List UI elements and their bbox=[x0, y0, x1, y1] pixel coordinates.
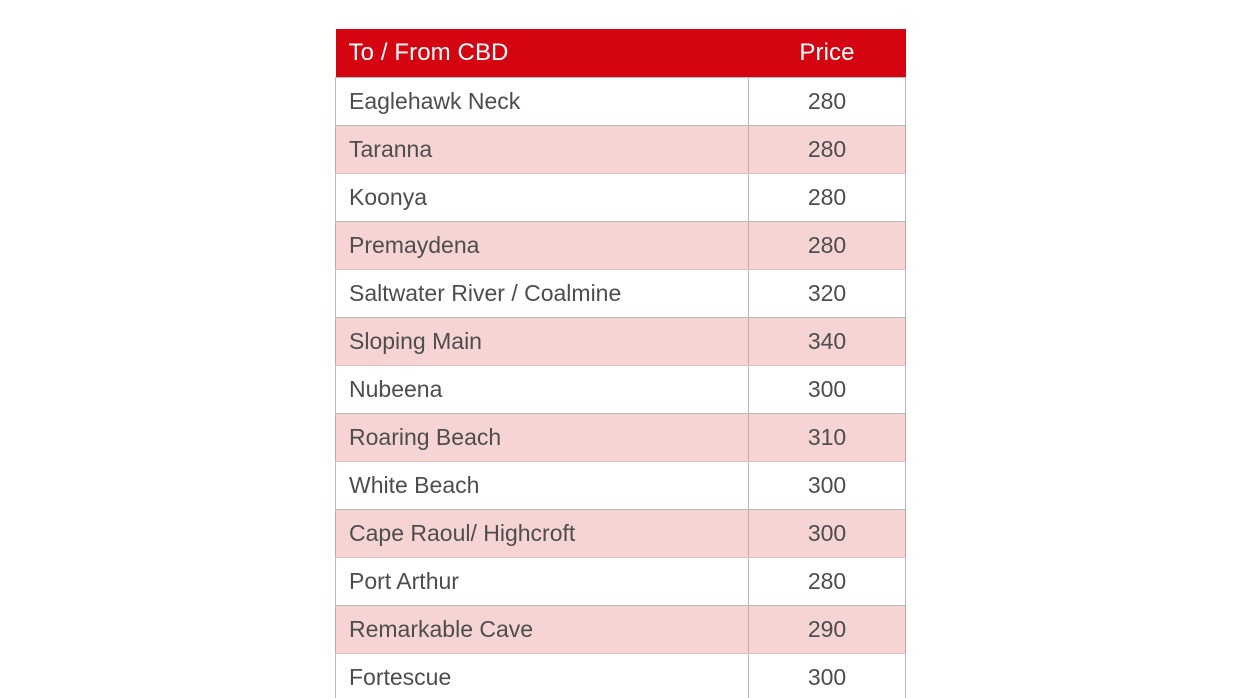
table-row bbox=[336, 222, 906, 270]
cell-destination: Taranna bbox=[336, 126, 749, 174]
price-table-container bbox=[335, 29, 905, 698]
cell-price: 280 bbox=[749, 558, 906, 606]
cell-destination: Koonya bbox=[336, 174, 749, 222]
table-row bbox=[336, 366, 906, 414]
table-header-row bbox=[336, 29, 906, 78]
table-row bbox=[336, 318, 906, 366]
cell-destination: Cape Raoul/ Highcroft bbox=[336, 510, 749, 558]
price-table bbox=[335, 29, 906, 698]
cell-price: 300 bbox=[749, 654, 906, 698]
cell-destination: Fortescue bbox=[336, 654, 749, 698]
cell-price: 300 bbox=[749, 510, 906, 558]
cell-destination: Premaydena bbox=[336, 222, 749, 270]
table-body bbox=[336, 78, 906, 698]
table-row bbox=[336, 270, 906, 318]
column-header-destination: To / From CBD bbox=[336, 29, 749, 78]
cell-destination: Sloping Main bbox=[336, 318, 749, 366]
cell-price: 280 bbox=[749, 174, 906, 222]
table-row bbox=[336, 414, 906, 462]
cell-price: 300 bbox=[749, 366, 906, 414]
cell-destination: Roaring Beach bbox=[336, 414, 749, 462]
table-row bbox=[336, 462, 906, 510]
cell-price: 310 bbox=[749, 414, 906, 462]
cell-destination: Eaglehawk Neck bbox=[336, 78, 749, 126]
table-row bbox=[336, 510, 906, 558]
cell-destination: White Beach bbox=[336, 462, 749, 510]
cell-destination: Nubeena bbox=[336, 366, 749, 414]
cell-price: 280 bbox=[749, 78, 906, 126]
column-header-price: Price bbox=[749, 29, 906, 78]
cell-destination: Remarkable Cave bbox=[336, 606, 749, 654]
cell-price: 290 bbox=[749, 606, 906, 654]
table-row bbox=[336, 78, 906, 126]
cell-price: 320 bbox=[749, 270, 906, 318]
table-row bbox=[336, 654, 906, 698]
table-row bbox=[336, 126, 906, 174]
table-row bbox=[336, 558, 906, 606]
cell-destination: Port Arthur bbox=[336, 558, 749, 606]
cell-price: 280 bbox=[749, 126, 906, 174]
cell-destination: Saltwater River / Coalmine bbox=[336, 270, 749, 318]
table-row bbox=[336, 606, 906, 654]
cell-price: 280 bbox=[749, 222, 906, 270]
cell-price: 300 bbox=[749, 462, 906, 510]
cell-price: 340 bbox=[749, 318, 906, 366]
table-row bbox=[336, 174, 906, 222]
table-header bbox=[336, 29, 906, 78]
